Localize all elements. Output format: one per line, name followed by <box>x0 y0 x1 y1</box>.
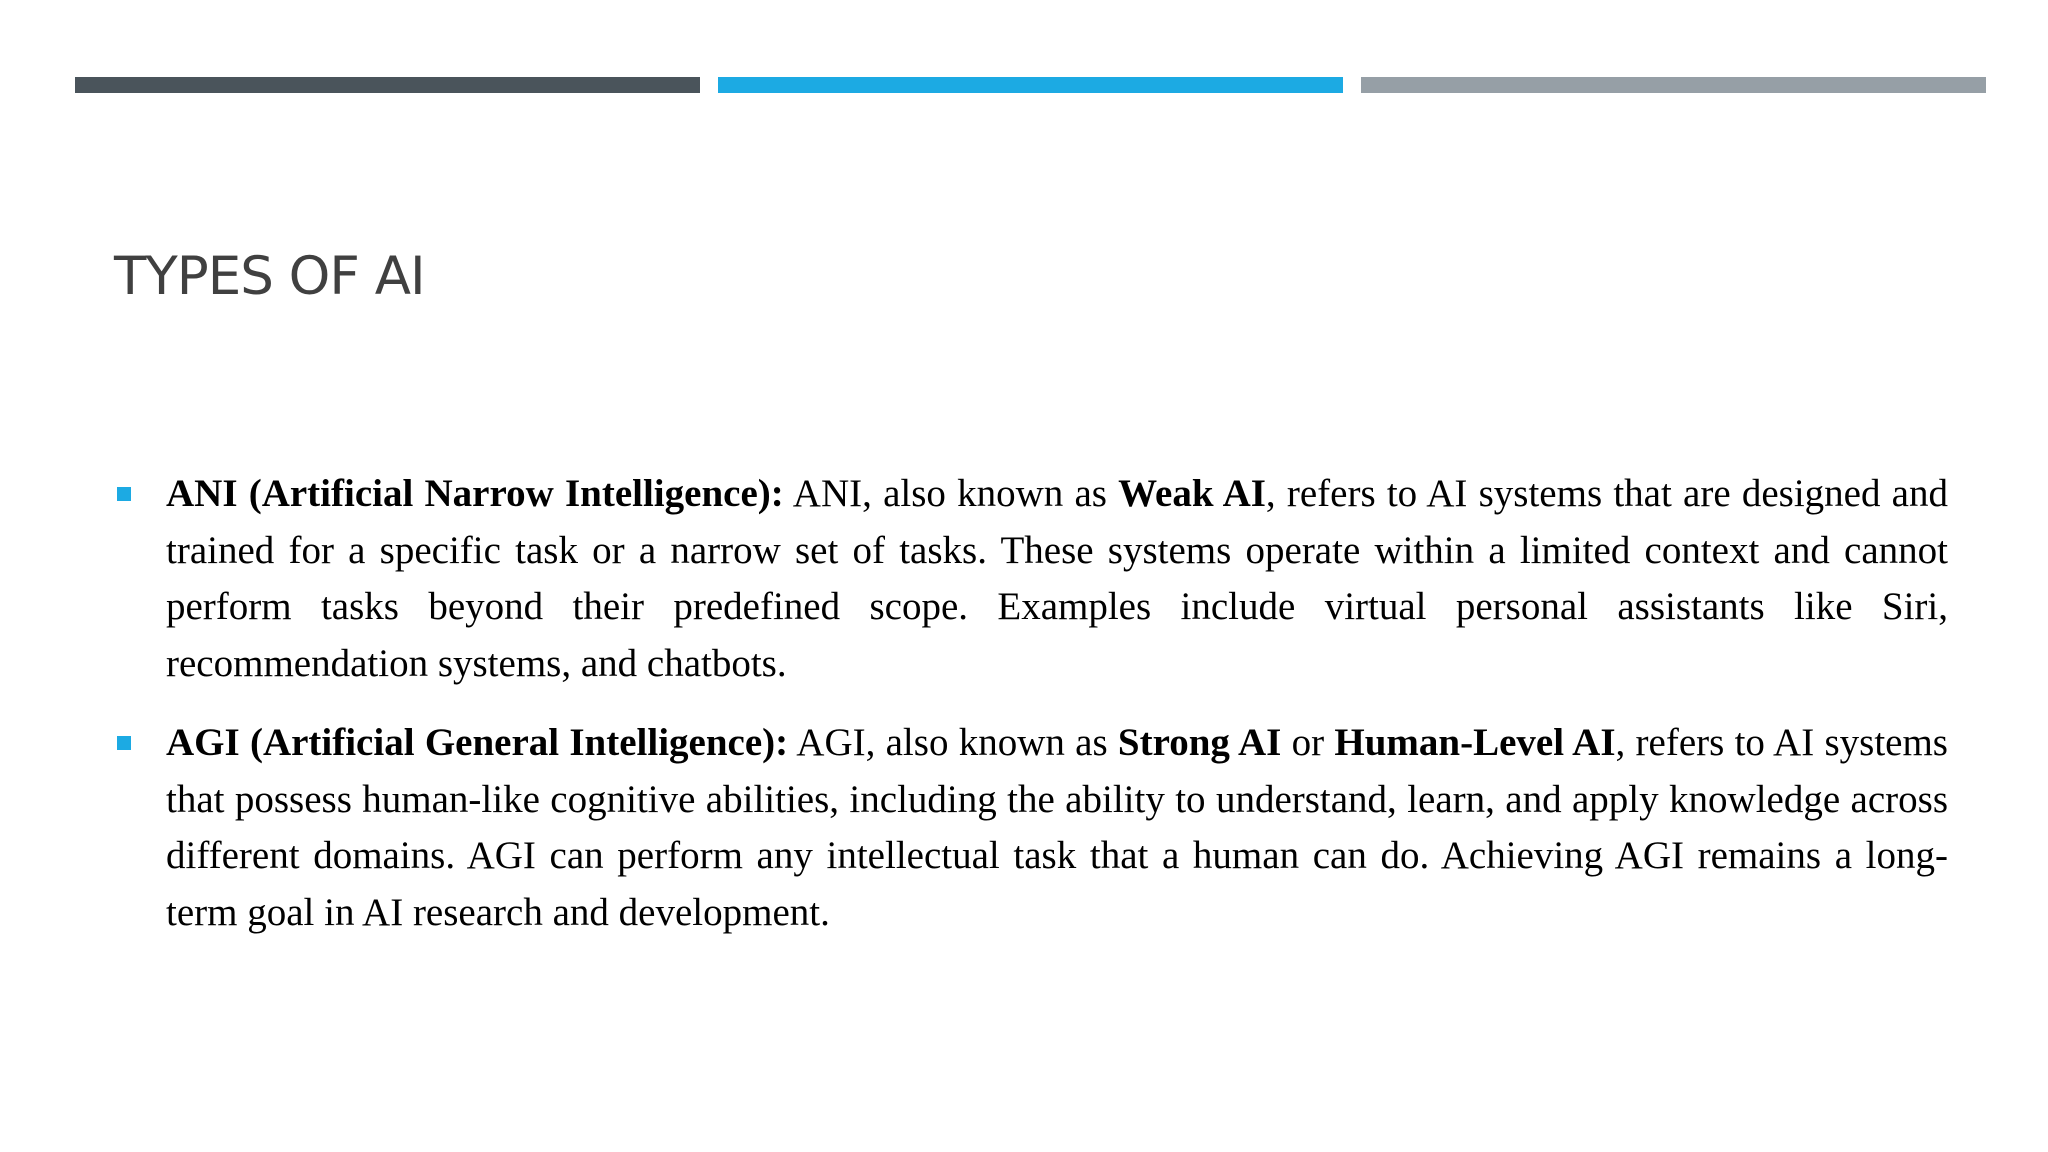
bullet-bold-weak-ai: Weak AI <box>1118 472 1266 515</box>
top-bar-dark <box>75 77 700 93</box>
top-bar-gray <box>1361 77 1986 93</box>
top-decorative-bars <box>75 77 1986 93</box>
bullet-bold-human-level-ai: Human-Level AI <box>1334 721 1616 764</box>
bullet-item-ani <box>114 466 1948 692</box>
square-bullet-icon <box>117 736 131 750</box>
bullet-item-agi <box>114 715 1948 941</box>
bullet-text-agi-1: AGI, also known as <box>788 721 1118 764</box>
slide-title: TYPES OF AI <box>114 246 425 307</box>
bullet-text-ani-2: , refers to AI systems that are designed and trained for a specific task or a narrow set of tasks. These systems operate within a limited context and cannot perform tasks beyond their predefined scope. Examples include virtual personal assistants like Siri, recommendation systems, and chatbots. <box>166 472 1948 685</box>
bullet-bold-strong-ai: Strong AI <box>1117 721 1282 764</box>
square-bullet-icon <box>117 487 131 501</box>
bullet-text-agi-2: or <box>1281 721 1335 764</box>
bullet-text-ani-1: ANI, also known as <box>783 472 1119 515</box>
top-bar-blue <box>718 77 1343 93</box>
bullet-list <box>114 466 1948 964</box>
bullet-term-ani: ANI (Artificial Narrow Intelligence): <box>166 472 784 515</box>
bullet-term-agi: AGI (Artificial General Intelligence): <box>166 721 789 764</box>
bullet-text-agi-3: , refers to AI systems that possess human-like cognitive abilities, including the ability to understand, learn, and apply knowledge across different domains. AGI can perform any intellectual task that a human can do. Achieving AGI remains a long-term goal in AI research and development. <box>166 721 1948 934</box>
